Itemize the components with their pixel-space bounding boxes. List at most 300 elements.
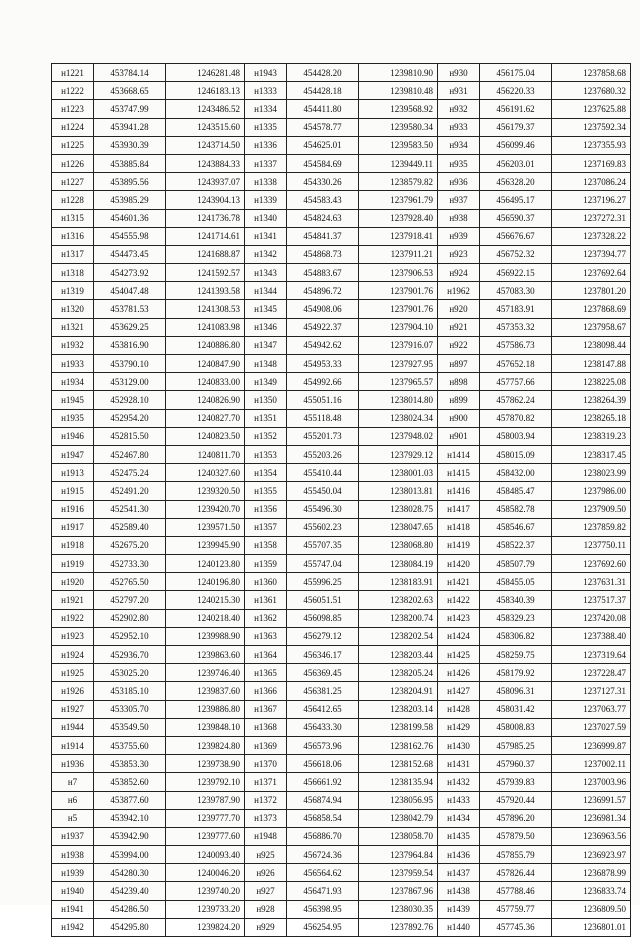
x-coordinate-cell: 453877.60 (94, 791, 166, 809)
point-id-cell: н1350 (245, 391, 287, 409)
y-coordinate-cell: 1241688.87 (166, 245, 245, 263)
x-coordinate-cell: 453747.99 (94, 100, 166, 118)
point-id-cell: н1228 (52, 191, 94, 209)
point-id-cell: н1427 (438, 682, 480, 700)
point-id-cell: н1225 (52, 136, 94, 154)
x-coordinate-cell: 456203.01 (480, 154, 552, 172)
point-id-cell: н1422 (438, 591, 480, 609)
x-coordinate-cell: 453781.53 (94, 300, 166, 318)
x-coordinate-cell: 455707.35 (287, 536, 359, 554)
table-row (52, 555, 631, 573)
x-coordinate-cell: 454473.45 (94, 245, 166, 263)
point-id-cell: н1365 (245, 664, 287, 682)
x-coordinate-cell: 455496.30 (287, 500, 359, 518)
table-row (52, 154, 631, 172)
y-coordinate-cell: 1237127.31 (552, 682, 631, 700)
point-id-cell: н1433 (438, 791, 480, 809)
y-coordinate-cell: 1237631.31 (552, 573, 631, 591)
y-coordinate-cell: 1237272.31 (552, 209, 631, 227)
coordinates-table-body (52, 64, 631, 937)
x-coordinate-cell: 454047.48 (94, 282, 166, 300)
point-id-cell: н1344 (245, 282, 287, 300)
point-id-cell: н1932 (52, 336, 94, 354)
x-coordinate-cell: 453790.10 (94, 355, 166, 373)
point-id-cell: н1222 (52, 82, 94, 100)
y-coordinate-cell: 1237388.40 (552, 627, 631, 645)
y-coordinate-cell: 1237169.83 (552, 154, 631, 172)
point-id-cell: н1424 (438, 627, 480, 645)
y-coordinate-cell: 1239988.90 (166, 627, 245, 645)
y-coordinate-cell: 1239792.10 (166, 773, 245, 791)
x-coordinate-cell: 453852.60 (94, 773, 166, 791)
table-row (52, 755, 631, 773)
point-id-cell: н1939 (52, 864, 94, 882)
x-coordinate-cell: 454896.72 (287, 282, 359, 300)
point-id-cell: н1440 (438, 918, 480, 936)
point-id-cell: н1418 (438, 518, 480, 536)
x-coordinate-cell: 457855.79 (480, 846, 552, 864)
point-id-cell: н1315 (52, 209, 94, 227)
y-coordinate-cell: 1240823.50 (166, 427, 245, 445)
x-coordinate-cell: 458546.67 (480, 518, 552, 536)
x-coordinate-cell: 452954.20 (94, 409, 166, 427)
point-id-cell: н5 (52, 809, 94, 827)
point-id-cell: н1223 (52, 100, 94, 118)
x-coordinate-cell: 456191.62 (480, 100, 552, 118)
point-id-cell: н1945 (52, 391, 94, 409)
x-coordinate-cell: 452541.30 (94, 500, 166, 518)
y-coordinate-cell: 1237319.64 (552, 646, 631, 664)
y-coordinate-cell: 1240215.30 (166, 591, 245, 609)
point-id-cell: н1429 (438, 718, 480, 736)
y-coordinate-cell: 1239583.50 (359, 136, 438, 154)
point-id-cell: н1933 (52, 355, 94, 373)
point-id-cell: н1370 (245, 755, 287, 773)
x-coordinate-cell: 453853.30 (94, 755, 166, 773)
x-coordinate-cell: 452928.10 (94, 391, 166, 409)
y-coordinate-cell: 1240218.40 (166, 609, 245, 627)
x-coordinate-cell: 457870.82 (480, 409, 552, 427)
x-coordinate-cell: 457960.37 (480, 755, 552, 773)
point-id-cell: н900 (438, 409, 480, 427)
point-id-cell: н1357 (245, 518, 287, 536)
y-coordinate-cell: 1241393.58 (166, 282, 245, 300)
point-id-cell: н930 (438, 64, 480, 82)
x-coordinate-cell: 457083.30 (480, 282, 552, 300)
x-coordinate-cell: 458179.92 (480, 664, 552, 682)
point-id-cell: н899 (438, 391, 480, 409)
x-coordinate-cell: 455996.25 (287, 573, 359, 591)
y-coordinate-cell: 1246183.13 (166, 82, 245, 100)
point-id-cell: н1915 (52, 482, 94, 500)
y-coordinate-cell: 1237328.22 (552, 227, 631, 245)
point-id-cell: н1941 (52, 900, 94, 918)
x-coordinate-cell: 454953.33 (287, 355, 359, 373)
x-coordinate-cell: 454273.92 (94, 264, 166, 282)
x-coordinate-cell: 452936.70 (94, 646, 166, 664)
y-coordinate-cell: 1237916.07 (359, 336, 438, 354)
point-id-cell: н938 (438, 209, 480, 227)
y-coordinate-cell: 1237801.20 (552, 282, 631, 300)
x-coordinate-cell: 454428.18 (287, 82, 359, 100)
y-coordinate-cell: 1238098.44 (552, 336, 631, 354)
y-coordinate-cell: 1236991.57 (552, 791, 631, 809)
point-id-cell: н1420 (438, 555, 480, 573)
point-id-cell: н927 (245, 882, 287, 900)
y-coordinate-cell: 1237517.37 (552, 591, 631, 609)
x-coordinate-cell: 456724.36 (287, 846, 359, 864)
y-coordinate-cell: 1237592.34 (552, 118, 631, 136)
point-id-cell: н1946 (52, 427, 94, 445)
point-id-cell: н1320 (52, 300, 94, 318)
y-coordinate-cell: 1237961.79 (359, 191, 438, 209)
x-coordinate-cell: 456676.67 (480, 227, 552, 245)
point-id-cell: н1351 (245, 409, 287, 427)
point-id-cell: н1367 (245, 700, 287, 718)
point-id-cell: н1962 (438, 282, 480, 300)
x-coordinate-cell: 456346.17 (287, 646, 359, 664)
table-row (52, 300, 631, 318)
x-coordinate-cell: 458507.79 (480, 555, 552, 573)
table-row (52, 464, 631, 482)
point-id-cell: н1353 (245, 445, 287, 463)
y-coordinate-cell: 1239886.80 (166, 700, 245, 718)
point-id-cell: н1918 (52, 536, 94, 554)
y-coordinate-cell: 1237002.11 (552, 755, 631, 773)
point-id-cell: н1333 (245, 82, 287, 100)
point-id-cell: н1371 (245, 773, 287, 791)
x-coordinate-cell: 456590.37 (480, 209, 552, 227)
x-coordinate-cell: 457183.91 (480, 300, 552, 318)
point-id-cell: н1316 (52, 227, 94, 245)
x-coordinate-cell: 457652.18 (480, 355, 552, 373)
point-id-cell: н1923 (52, 627, 94, 645)
x-coordinate-cell: 455410.44 (287, 464, 359, 482)
table-row (52, 827, 631, 845)
y-coordinate-cell: 1240327.60 (166, 464, 245, 482)
y-coordinate-cell: 1240811.70 (166, 445, 245, 463)
x-coordinate-cell: 457939.83 (480, 773, 552, 791)
x-coordinate-cell: 456858.54 (287, 809, 359, 827)
y-coordinate-cell: 1239740.20 (166, 882, 245, 900)
y-coordinate-cell: 1237692.60 (552, 555, 631, 573)
y-coordinate-cell: 1240123.80 (166, 555, 245, 573)
table-row (52, 118, 631, 136)
x-coordinate-cell: 456752.32 (480, 245, 552, 263)
table-row (52, 664, 631, 682)
x-coordinate-cell: 452815.50 (94, 427, 166, 445)
table-row (52, 482, 631, 500)
y-coordinate-cell: 1237892.76 (359, 918, 438, 936)
y-coordinate-cell: 1237906.53 (359, 264, 438, 282)
point-id-cell: н1934 (52, 373, 94, 391)
point-id-cell: н1372 (245, 791, 287, 809)
x-coordinate-cell: 458329.23 (480, 609, 552, 627)
y-coordinate-cell: 1243884.33 (166, 154, 245, 172)
point-id-cell: н923 (438, 245, 480, 263)
x-coordinate-cell: 457586.73 (480, 336, 552, 354)
x-coordinate-cell: 453305.70 (94, 700, 166, 718)
x-coordinate-cell: 453629.25 (94, 318, 166, 336)
table-row (52, 627, 631, 645)
point-id-cell: н1338 (245, 173, 287, 191)
y-coordinate-cell: 1238200.74 (359, 609, 438, 627)
y-coordinate-cell: 1238058.70 (359, 827, 438, 845)
y-coordinate-cell: 1237858.68 (552, 64, 631, 82)
y-coordinate-cell: 1243515.60 (166, 118, 245, 136)
y-coordinate-cell: 1238084.19 (359, 555, 438, 573)
point-id-cell: н934 (438, 136, 480, 154)
y-coordinate-cell: 1243486.52 (166, 100, 245, 118)
x-coordinate-cell: 453025.20 (94, 664, 166, 682)
point-id-cell: н1336 (245, 136, 287, 154)
table-row (52, 791, 631, 809)
x-coordinate-cell: 457862.24 (480, 391, 552, 409)
point-id-cell: н1221 (52, 64, 94, 82)
x-coordinate-cell: 452675.20 (94, 536, 166, 554)
y-coordinate-cell: 1240093.40 (166, 846, 245, 864)
x-coordinate-cell: 457757.66 (480, 373, 552, 391)
point-id-cell: н925 (245, 846, 287, 864)
point-id-cell: н936 (438, 173, 480, 191)
point-id-cell: н1439 (438, 900, 480, 918)
point-id-cell: н1358 (245, 536, 287, 554)
point-id-cell: н1921 (52, 591, 94, 609)
y-coordinate-cell: 1237965.57 (359, 373, 438, 391)
point-id-cell: н1373 (245, 809, 287, 827)
point-id-cell: н1318 (52, 264, 94, 282)
x-coordinate-cell: 457826.44 (480, 864, 552, 882)
y-coordinate-cell: 1238013.81 (359, 482, 438, 500)
point-id-cell: н928 (245, 900, 287, 918)
point-id-cell: н1368 (245, 718, 287, 736)
x-coordinate-cell: 454824.63 (287, 209, 359, 227)
x-coordinate-cell: 458485.47 (480, 482, 552, 500)
table-row (52, 209, 631, 227)
y-coordinate-cell: 1237625.88 (552, 100, 631, 118)
x-coordinate-cell: 452491.20 (94, 482, 166, 500)
y-coordinate-cell: 1236878.99 (552, 864, 631, 882)
x-coordinate-cell: 452902.80 (94, 609, 166, 627)
y-coordinate-cell: 1238024.34 (359, 409, 438, 427)
y-coordinate-cell: 1237909.50 (552, 500, 631, 518)
x-coordinate-cell: 453942.90 (94, 827, 166, 845)
x-coordinate-cell: 453985.29 (94, 191, 166, 209)
table-row (52, 536, 631, 554)
point-id-cell: н1414 (438, 445, 480, 463)
y-coordinate-cell: 1238056.95 (359, 791, 438, 809)
x-coordinate-cell: 454841.37 (287, 227, 359, 245)
x-coordinate-cell: 456051.51 (287, 591, 359, 609)
y-coordinate-cell: 1240826.90 (166, 391, 245, 409)
point-id-cell: н1359 (245, 555, 287, 573)
x-coordinate-cell: 457985.25 (480, 736, 552, 754)
x-coordinate-cell: 452797.20 (94, 591, 166, 609)
y-coordinate-cell: 1240046.20 (166, 864, 245, 882)
y-coordinate-cell: 1237086.24 (552, 173, 631, 191)
point-id-cell: н1948 (245, 827, 287, 845)
point-id-cell: н1415 (438, 464, 480, 482)
table-row (52, 82, 631, 100)
table-row (52, 136, 631, 154)
point-id-cell: н1364 (245, 646, 287, 664)
point-id-cell: н1362 (245, 609, 287, 627)
x-coordinate-cell: 456098.85 (287, 609, 359, 627)
x-coordinate-cell: 452467.80 (94, 445, 166, 463)
point-id-cell: н935 (438, 154, 480, 172)
x-coordinate-cell: 456564.62 (287, 864, 359, 882)
y-coordinate-cell: 1241083.98 (166, 318, 245, 336)
x-coordinate-cell: 458432.00 (480, 464, 552, 482)
point-id-cell: н1920 (52, 573, 94, 591)
y-coordinate-cell: 1237927.95 (359, 355, 438, 373)
x-coordinate-cell: 454286.50 (94, 900, 166, 918)
x-coordinate-cell: 458582.78 (480, 500, 552, 518)
y-coordinate-cell: 1237355.93 (552, 136, 631, 154)
x-coordinate-cell: 457879.50 (480, 827, 552, 845)
y-coordinate-cell: 1239945.90 (166, 536, 245, 554)
x-coordinate-cell: 453895.56 (94, 173, 166, 191)
table-row (52, 391, 631, 409)
y-coordinate-cell: 1238162.76 (359, 736, 438, 754)
y-coordinate-cell: 1238068.80 (359, 536, 438, 554)
point-id-cell: н1913 (52, 464, 94, 482)
point-id-cell: н7 (52, 773, 94, 791)
y-coordinate-cell: 1237420.08 (552, 609, 631, 627)
x-coordinate-cell: 453129.00 (94, 373, 166, 391)
point-id-cell: н1227 (52, 173, 94, 191)
point-id-cell: н1917 (52, 518, 94, 536)
y-coordinate-cell: 1238317.45 (552, 445, 631, 463)
x-coordinate-cell: 455201.73 (287, 427, 359, 445)
x-coordinate-cell: 456398.95 (287, 900, 359, 918)
point-id-cell: н1430 (438, 736, 480, 754)
y-coordinate-cell: 1237063.77 (552, 700, 631, 718)
y-coordinate-cell: 1239810.90 (359, 64, 438, 82)
x-coordinate-cell: 456179.37 (480, 118, 552, 136)
point-id-cell: н1343 (245, 264, 287, 282)
y-coordinate-cell: 1237901.76 (359, 282, 438, 300)
x-coordinate-cell: 456495.17 (480, 191, 552, 209)
x-coordinate-cell: 454992.66 (287, 373, 359, 391)
y-coordinate-cell: 1240847.90 (166, 355, 245, 373)
y-coordinate-cell: 1239568.92 (359, 100, 438, 118)
table-row (52, 773, 631, 791)
table-row (52, 609, 631, 627)
y-coordinate-cell: 1239777.60 (166, 827, 245, 845)
y-coordinate-cell: 1238203.44 (359, 646, 438, 664)
y-coordinate-cell: 1243937.07 (166, 173, 245, 191)
x-coordinate-cell: 456661.92 (287, 773, 359, 791)
x-coordinate-cell: 454625.01 (287, 136, 359, 154)
point-id-cell: н1927 (52, 700, 94, 718)
point-id-cell: н1925 (52, 664, 94, 682)
point-id-cell: н1360 (245, 573, 287, 591)
x-coordinate-cell: 458259.75 (480, 646, 552, 664)
point-id-cell: н6 (52, 791, 94, 809)
x-coordinate-cell: 453668.65 (94, 82, 166, 100)
point-id-cell: н1937 (52, 827, 94, 845)
y-coordinate-cell: 1237003.96 (552, 773, 631, 791)
y-coordinate-cell: 1238135.94 (359, 773, 438, 791)
point-id-cell: н1940 (52, 882, 94, 900)
point-id-cell: н937 (438, 191, 480, 209)
y-coordinate-cell: 1237228.47 (552, 664, 631, 682)
y-coordinate-cell: 1239571.50 (166, 518, 245, 536)
y-coordinate-cell: 1241714.61 (166, 227, 245, 245)
x-coordinate-cell: 454295.80 (94, 918, 166, 936)
y-coordinate-cell: 1243714.50 (166, 136, 245, 154)
table-row (52, 846, 631, 864)
point-id-cell: н1354 (245, 464, 287, 482)
point-id-cell: н1426 (438, 664, 480, 682)
x-coordinate-cell: 453816.90 (94, 336, 166, 354)
point-id-cell: н1345 (245, 300, 287, 318)
x-coordinate-cell: 456279.12 (287, 627, 359, 645)
y-coordinate-cell: 1238199.58 (359, 718, 438, 736)
point-id-cell: н1943 (245, 64, 287, 82)
x-coordinate-cell: 454584.69 (287, 154, 359, 172)
point-id-cell: н1224 (52, 118, 94, 136)
point-id-cell: н1346 (245, 318, 287, 336)
y-coordinate-cell: 1238265.18 (552, 409, 631, 427)
x-coordinate-cell: 456618.06 (287, 755, 359, 773)
table-row (52, 500, 631, 518)
x-coordinate-cell: 455602.23 (287, 518, 359, 536)
point-id-cell: н1339 (245, 191, 287, 209)
y-coordinate-cell: 1246281.48 (166, 64, 245, 82)
point-id-cell: н920 (438, 300, 480, 318)
table-row (52, 409, 631, 427)
point-id-cell: н1416 (438, 482, 480, 500)
point-id-cell: н1337 (245, 154, 287, 172)
point-id-cell: н1417 (438, 500, 480, 518)
y-coordinate-cell: 1237027.59 (552, 718, 631, 736)
y-coordinate-cell: 1237394.77 (552, 245, 631, 263)
x-coordinate-cell: 456220.33 (480, 82, 552, 100)
table-row (52, 736, 631, 754)
coordinates-table (51, 63, 631, 937)
y-coordinate-cell: 1238001.03 (359, 464, 438, 482)
y-coordinate-cell: 1239837.60 (166, 682, 245, 700)
point-id-cell: н1434 (438, 809, 480, 827)
point-id-cell: н922 (438, 336, 480, 354)
point-id-cell: н897 (438, 355, 480, 373)
y-coordinate-cell: 1240196.80 (166, 573, 245, 591)
point-id-cell: н1425 (438, 646, 480, 664)
x-coordinate-cell: 452475.24 (94, 464, 166, 482)
x-coordinate-cell: 454942.62 (287, 336, 359, 354)
point-id-cell: н1437 (438, 864, 480, 882)
y-coordinate-cell: 1238202.63 (359, 591, 438, 609)
y-coordinate-cell: 1238028.75 (359, 500, 438, 518)
y-coordinate-cell: 1238225.08 (552, 373, 631, 391)
y-coordinate-cell: 1238047.65 (359, 518, 438, 536)
point-id-cell: н1947 (52, 445, 94, 463)
x-coordinate-cell: 458522.37 (480, 536, 552, 554)
x-coordinate-cell: 458455.05 (480, 573, 552, 591)
y-coordinate-cell: 1240886.80 (166, 336, 245, 354)
point-id-cell: н1366 (245, 682, 287, 700)
table-row (52, 64, 631, 82)
y-coordinate-cell: 1237964.84 (359, 846, 438, 864)
point-id-cell: н1226 (52, 154, 94, 172)
x-coordinate-cell: 453755.60 (94, 736, 166, 754)
y-coordinate-cell: 1239777.70 (166, 809, 245, 827)
point-id-cell: н1423 (438, 609, 480, 627)
table-row (52, 355, 631, 373)
y-coordinate-cell: 1237750.11 (552, 536, 631, 554)
